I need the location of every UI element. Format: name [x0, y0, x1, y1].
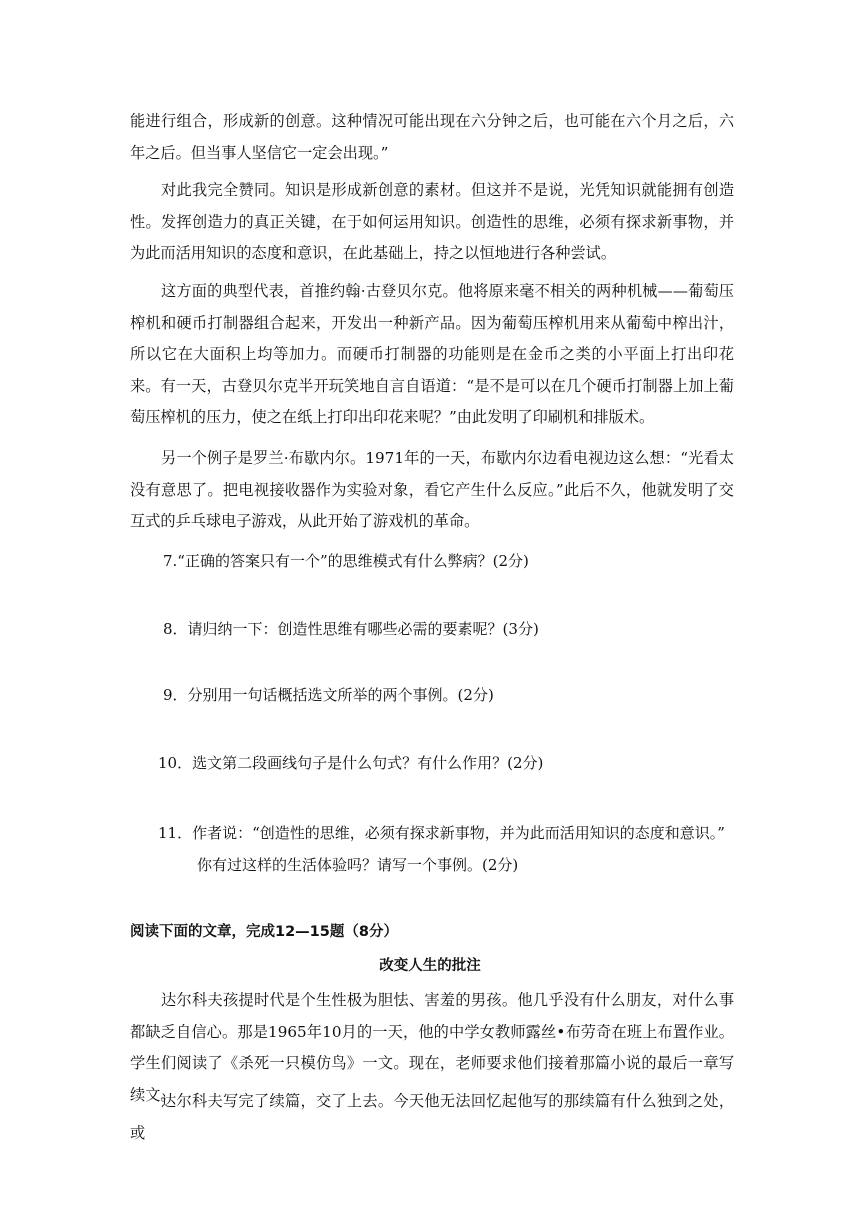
- question-9: 9．分别用一句话概括选文所举的两个事例。(2分): [163, 686, 494, 704]
- passage-paragraph-gutenberg: 这方面的典型代表，首推约翰·古登贝尔克。他将原来毫不相关的两种机械——葡萄压榨机和硬币打制器组合起来，开发出一种新产品。因为葡萄压榨机用来从葡萄中榨出汁，所以它在大面积上均等加力。而硬币打制器的功能则是在金币之类的小平面上打出印花来。有一天，古登贝尔克半开玩笑地自言自语道：“是不是可以在几个硬币打制器上加上葡萄压榨机的压力，使之在纸上打印出印花来呢？”由此发明了印刷机和排版术。: [130, 282, 734, 426]
- question-10: 10．选文第二段画线句子是什么句式？有什么作用？(2分): [158, 754, 544, 772]
- passage-paragraph-continued: 能进行组合，形成新的创意。这种情况可能出现在六分钟之后，也可能在六个月之后，六年之后。但当事人坚信它一定会出现。”: [130, 112, 734, 162]
- article-paragraph-2: 达尔科夫写完了续篇，交了上去。今天他无法回忆起他写的那续篇有什么独到之处，或: [130, 1092, 734, 1142]
- section-heading: 阅读下面的文章，完成12—15题（8分）: [130, 924, 398, 940]
- article-paragraph-1: 达尔科夫孩提时代是个生性极为胆怯、害羞的男孩。他几乎没有什么朋友，对什么事都缺乏自信心。那是1965年10月的一天，他的中学女教师露丝•布劳奇在班上布置作业。学生们阅读了《杀死一只模仿鸟》一文。现在，老师要求他们接着那篇小说的最后一章写续文。: [130, 991, 734, 1104]
- passage-paragraph-bushnell: 另一个例子是罗兰·布歇内尔。1971年的一天，布歇内尔边看电视边这么想：“光看太没有意思了。把电视接收器作为实验对象，看它产生什么反应。”此后不久，他就发明了交互式的乒乓球电子游戏，从此开始了游戏机的革命。: [130, 449, 734, 530]
- article-title: 改变人生的批注: [379, 958, 481, 974]
- question-11-line1: 11．作者说：“创造性的思维，必须有探求新事物，并为此而活用知识的态度和意识。”: [158, 824, 725, 842]
- passage-paragraph-knowledge: 对此我完全赞同。知识是形成新创意的素材。但这并不是说，光凭知识就能拥有创造性。发挥创造力的真正关键，在于如何运用知识。创造性的思维，必须有探求新事物，并为此而活用知识的态度和意识，在此基础上，持之以恒地进行各种尝试。: [130, 181, 734, 262]
- question-11-line2: 你有过这样的生活体验吗？请写一个事例。(2分): [197, 856, 519, 874]
- question-7: 7.“正确的答案只有一个”的思维模式有什么弊病？(2分): [163, 552, 529, 570]
- question-8: 8．请归纳一下：创造性思维有哪些必需的要素呢？(3分): [163, 620, 539, 638]
